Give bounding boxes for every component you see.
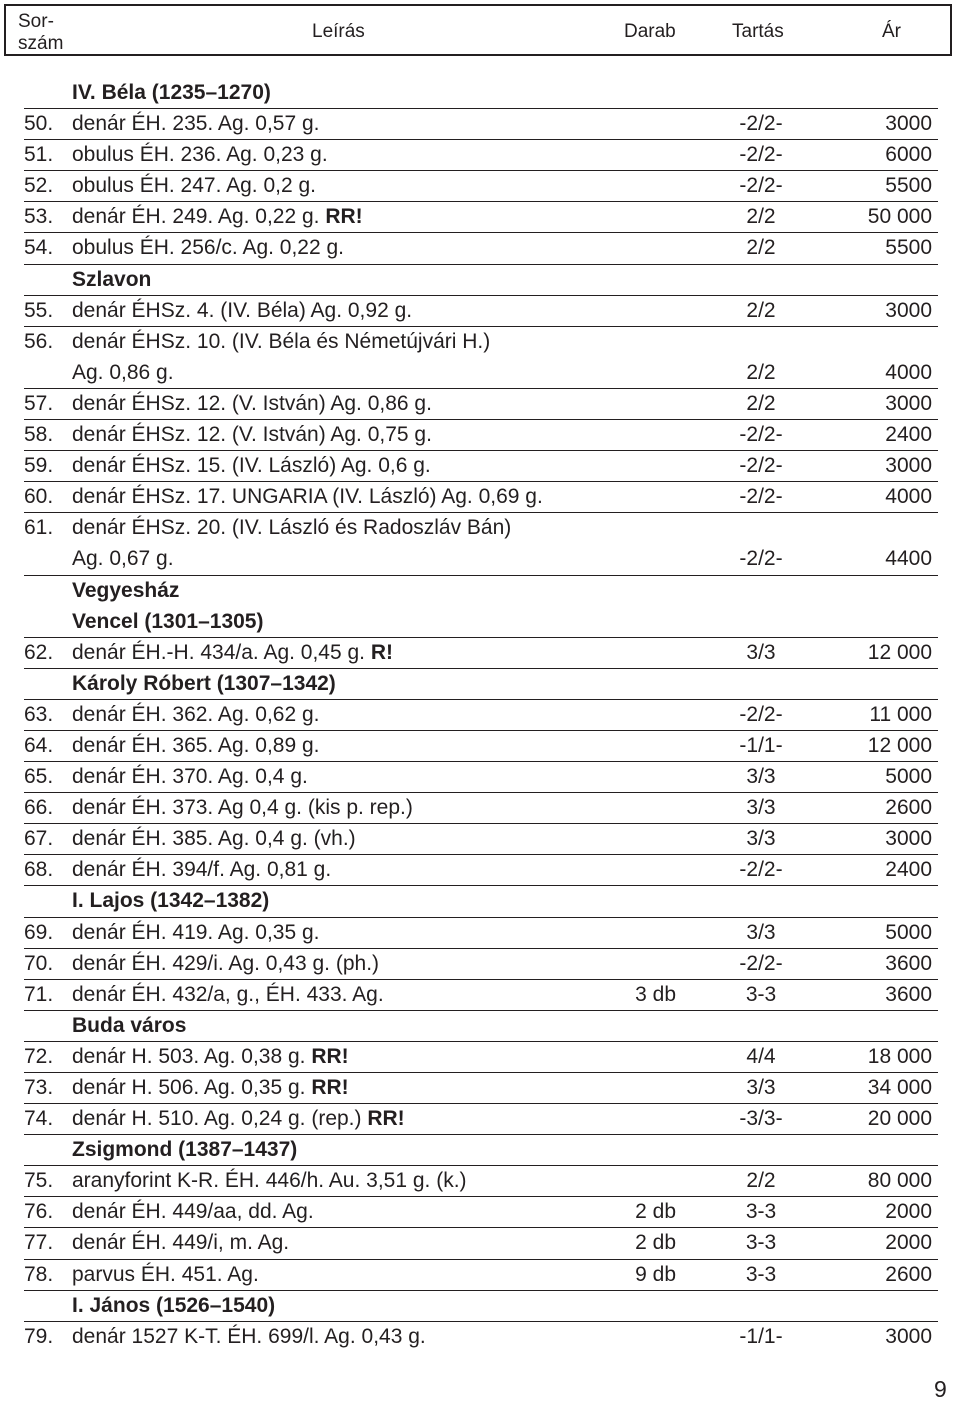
- lot-condition: 3/3: [746, 827, 776, 851]
- lot-description: denár ÉH. 373. Ag 0,4 g. (kis p. rep.): [72, 796, 413, 820]
- lot-condition: -1/1-: [739, 1324, 783, 1348]
- lot-condition: 3-3: [745, 1231, 777, 1255]
- lot-quantity: 2 db: [635, 1200, 676, 1224]
- lot-price: 3000: [885, 391, 932, 415]
- lot-condition: -2/2-: [739, 174, 783, 198]
- table-row: [24, 1197, 938, 1228]
- table-row: [24, 140, 938, 171]
- lot-condition: -2/2-: [739, 143, 783, 167]
- section-heading-row: [24, 886, 938, 917]
- lot-number: 60.: [24, 485, 54, 509]
- lot-condition: 3/3: [746, 1076, 776, 1099]
- rarity-mark: RR!: [311, 1044, 349, 1068]
- lot-price: 5000: [885, 765, 932, 789]
- lot-number: 61.: [24, 516, 54, 540]
- lot-description-text: denár ÉH.-H. 434/a. Ag. 0,45 g.: [72, 640, 371, 664]
- lot-price: 3000: [885, 827, 932, 851]
- lot-price: 3000: [885, 298, 932, 322]
- lot-price: 20 000: [867, 1107, 932, 1131]
- lot-condition: 2/2: [746, 391, 776, 415]
- section-heading: Vegyesház: [72, 578, 180, 602]
- section-heading-row: [24, 576, 938, 607]
- rarity-mark: RR!: [325, 205, 363, 229]
- table-row: [24, 855, 938, 886]
- lot-description: denár ÉHSz. 12. (V. István) Ag. 0,75 g.: [72, 423, 432, 447]
- lot-condition: -2/2-: [739, 858, 783, 882]
- lot-condition: -2/2-: [739, 112, 783, 136]
- lot-condition: 2/2: [746, 236, 776, 260]
- lot-condition: 2/2: [746, 1169, 776, 1193]
- header-tartas: Tartás: [732, 21, 784, 42]
- lot-description: denár ÉH. 370. Ag. 0,4 g.: [72, 765, 308, 789]
- lot-description: denár ÉH. 362. Ag. 0,62 g.: [72, 702, 320, 726]
- section-heading-row: [24, 1291, 938, 1322]
- rarity-mark: RR!: [367, 1107, 405, 1131]
- table-row: [24, 824, 938, 855]
- section-heading-row: [24, 1011, 938, 1042]
- lot-number: 65.: [24, 765, 54, 789]
- table-row: [24, 1228, 938, 1259]
- lot-number: 52.: [24, 174, 54, 198]
- section-heading: Szlavon: [72, 267, 152, 291]
- lot-description: obulus ÉH. 256/c. Ag. 0,22 g.: [72, 236, 345, 260]
- lot-description: [72, 638, 393, 667]
- table-row: [24, 1322, 938, 1353]
- lot-description-text: denár ÉH. 249. Ag. 0,22 g.: [72, 205, 326, 229]
- lot-description: denár ÉHSz. 4. (IV. Béla) Ag. 0,92 g.: [72, 298, 413, 322]
- lot-number: 56.: [24, 329, 54, 353]
- lot-price: 12 000: [867, 733, 932, 757]
- table-row: [24, 513, 938, 544]
- lot-description: [72, 202, 363, 231]
- table-row: [24, 949, 938, 980]
- lot-condition: -2/2-: [739, 547, 783, 571]
- table-row: [24, 793, 938, 824]
- table-row: [24, 358, 938, 389]
- lot-price: 4400: [885, 547, 932, 571]
- lot-price: 3600: [885, 982, 932, 1006]
- lot-description-text: denár H. 510. Ag. 0,24 g. (rep.): [72, 1107, 368, 1131]
- lot-number: 57.: [24, 391, 54, 415]
- lot-quantity: 2 db: [635, 1231, 676, 1255]
- lot-description: denár ÉH. 449/aa, dd. Ag.: [72, 1200, 314, 1224]
- lot-number: 72.: [24, 1044, 54, 1068]
- lot-quantity: 9 db: [635, 1262, 676, 1286]
- table-row: [24, 202, 938, 233]
- table-row: [24, 482, 938, 513]
- lot-price: 2400: [885, 858, 932, 882]
- lot-number: 62.: [24, 640, 54, 664]
- lot-number: 76.: [24, 1200, 54, 1224]
- catalog-table: [24, 78, 938, 1353]
- table-row: [24, 296, 938, 327]
- lot-condition: 3/3: [746, 640, 776, 664]
- lot-description: denár ÉH. 419. Ag. 0,35 g.: [72, 920, 320, 944]
- rarity-mark: R!: [370, 640, 394, 664]
- table-row: [24, 544, 938, 575]
- lot-description: denár ÉHSz. 10. (IV. Béla és Németújvári H.): [72, 329, 491, 353]
- lot-description: [72, 1073, 349, 1102]
- lot-condition: 2/2: [746, 298, 776, 322]
- lot-description: [72, 1042, 349, 1071]
- lot-number: 55.: [24, 298, 54, 322]
- section-heading-row: [24, 669, 938, 700]
- section-heading: Károly Róbert (1307–1342): [72, 671, 336, 695]
- lot-price: 5500: [885, 174, 932, 198]
- header-leiras: Leírás: [312, 21, 365, 42]
- lot-price: 2000: [885, 1231, 932, 1255]
- lot-condition: 2/2: [746, 205, 776, 229]
- lot-condition: 3/3: [746, 765, 776, 789]
- lot-number: 67.: [24, 827, 54, 851]
- lot-condition: 3-3: [745, 1262, 777, 1286]
- lot-description-text: denár H. 506. Ag. 0,35 g.: [72, 1076, 312, 1099]
- lot-condition: -1/1-: [739, 733, 783, 757]
- lot-number: 66.: [24, 796, 54, 820]
- lot-price: 5000: [885, 920, 932, 944]
- lot-number: 71.: [24, 982, 54, 1006]
- lot-description: denár ÉH. 235. Ag. 0,57 g.: [72, 112, 320, 136]
- lot-condition: 3/3: [746, 796, 776, 820]
- lot-price: 3000: [885, 1324, 932, 1348]
- table-row: [24, 109, 938, 140]
- lot-condition: 3-3: [745, 982, 777, 1006]
- lot-number: 63.: [24, 702, 54, 726]
- lot-description: denár ÉHSz. 12. (V. István) Ag. 0,86 g.: [72, 391, 432, 415]
- lot-number: 75.: [24, 1169, 54, 1193]
- lot-quantity: 3 db: [635, 982, 676, 1006]
- lot-description: denár 1527 K-T. ÉH. 699/l. Ag. 0,43 g.: [72, 1324, 426, 1348]
- lot-condition: -3/3-: [739, 1107, 783, 1131]
- lot-price: 18 000: [867, 1044, 932, 1068]
- section-heading-row: [24, 78, 938, 109]
- lot-condition: -2/2-: [739, 423, 783, 447]
- lot-price: 80 000: [867, 1169, 932, 1193]
- header-sorszam: Sor- szám: [18, 11, 64, 54]
- lot-price: 4000: [885, 485, 932, 509]
- lot-price: 2000: [885, 1200, 932, 1224]
- section-heading: IV. Béla (1235–1270): [72, 81, 271, 104]
- lot-price: 3600: [885, 951, 932, 975]
- table-row: [24, 700, 938, 731]
- lot-price: 34 000: [867, 1076, 932, 1099]
- section-heading: Vencel (1301–1305): [72, 609, 264, 633]
- lot-price: 11 000: [869, 702, 932, 726]
- section-heading: Zsigmond (1387–1437): [72, 1138, 298, 1162]
- lot-condition: -2/2-: [739, 702, 783, 726]
- lot-description: obulus ÉH. 236. Ag. 0,23 g.: [72, 143, 328, 167]
- lot-number: 64.: [24, 733, 54, 757]
- page-number: 9: [934, 1376, 947, 1402]
- lot-price: 3000: [885, 112, 932, 136]
- table-row: [24, 1260, 938, 1291]
- table-row: [24, 1166, 938, 1197]
- table-header: [4, 4, 952, 56]
- lot-condition: 4/4: [746, 1044, 776, 1068]
- lot-description: denár ÉH. 385. Ag. 0,4 g. (vh.): [72, 827, 356, 851]
- lot-description: denár ÉH. 394/f. Ag. 0,81 g.: [72, 858, 332, 882]
- table-row: [24, 327, 938, 358]
- lot-price: 4000: [885, 360, 932, 384]
- table-row: [24, 451, 938, 482]
- lot-condition: 2/2: [746, 360, 776, 384]
- table-row: [24, 762, 938, 793]
- table-row: [24, 233, 938, 264]
- lot-number: 51.: [24, 143, 54, 167]
- section-heading-row: [24, 265, 938, 296]
- table-row: [24, 731, 938, 762]
- lot-number: 68.: [24, 858, 54, 882]
- lot-price: 5500: [885, 236, 932, 260]
- lot-price: 50 000: [867, 205, 932, 229]
- lot-description: denár ÉH. 432/a, g., ÉH. 433. Ag.: [72, 982, 384, 1006]
- lot-description: aranyforint K-R. ÉH. 446/h. Au. 3,51 g. (k.): [72, 1169, 467, 1193]
- lot-price: 6000: [885, 143, 932, 167]
- header-ar: Ár: [882, 21, 901, 42]
- lot-description: denár ÉH. 449/i, m. Ag.: [72, 1231, 290, 1255]
- table-row: [24, 980, 938, 1011]
- lot-number: 74.: [24, 1107, 54, 1131]
- lot-description: Ag. 0,67 g.: [72, 547, 174, 571]
- section-heading: I. Lajos (1342–1382): [72, 889, 270, 913]
- table-row: [24, 171, 938, 202]
- lot-description: obulus ÉH. 247. Ag. 0,2 g.: [72, 174, 317, 198]
- lot-description: denár ÉHSz. 15. (IV. László) Ag. 0,6 g.: [72, 454, 431, 478]
- lot-number: 59.: [24, 454, 54, 478]
- lot-description: parvus ÉH. 451. Ag.: [72, 1262, 259, 1286]
- table-row: [24, 638, 938, 669]
- lot-description: [72, 1104, 405, 1133]
- lot-condition: 3/3: [746, 920, 776, 944]
- table-row: [24, 1073, 938, 1104]
- lot-condition: 3-3: [745, 1200, 777, 1224]
- table-row: [24, 389, 938, 420]
- lot-number: 73.: [24, 1076, 54, 1099]
- lot-description: denár ÉHSz. 17. UNGARIA (IV. László) Ag. 0,69 g.: [72, 485, 543, 509]
- lot-price: 2400: [885, 423, 932, 447]
- rarity-mark: RR!: [311, 1076, 349, 1099]
- lot-price: 3000: [885, 454, 932, 478]
- lot-price: 2600: [885, 1262, 932, 1286]
- lot-number: 53.: [24, 205, 54, 229]
- lot-number: 58.: [24, 423, 54, 447]
- lot-description: denár ÉH. 429/i. Ag. 0,43 g. (ph.): [72, 951, 380, 975]
- lot-number: 54.: [24, 236, 54, 260]
- section-heading: Buda város: [72, 1013, 187, 1037]
- lot-description: denár ÉHSz. 20. (IV. László és Radoszláv Bán): [72, 516, 512, 540]
- lot-condition: -2/2-: [739, 454, 783, 478]
- table-row: [24, 918, 938, 949]
- lot-number: 70.: [24, 951, 54, 975]
- section-heading-row: [24, 607, 938, 638]
- section-heading: I. János (1526–1540): [72, 1293, 276, 1317]
- lot-number: 79.: [24, 1324, 54, 1348]
- lot-number: 78.: [24, 1262, 54, 1286]
- lot-description: denár ÉH. 365. Ag. 0,89 g.: [72, 733, 320, 757]
- table-row: [24, 1042, 938, 1073]
- header-darab: Darab: [624, 21, 676, 42]
- lot-description: Ag. 0,86 g.: [72, 360, 174, 384]
- table-row: [24, 1104, 938, 1135]
- lot-condition: -2/2-: [739, 485, 783, 509]
- lot-price: 12 000: [867, 640, 932, 664]
- lot-price: 2600: [885, 796, 932, 820]
- lot-number: 77.: [24, 1231, 54, 1255]
- lot-number: 69.: [24, 920, 54, 944]
- lot-number: 50.: [24, 112, 54, 136]
- table-row: [24, 420, 938, 451]
- lot-condition: -2/2-: [739, 951, 783, 975]
- lot-description-text: denár H. 503. Ag. 0,38 g.: [72, 1044, 312, 1068]
- section-heading-row: [24, 1135, 938, 1166]
